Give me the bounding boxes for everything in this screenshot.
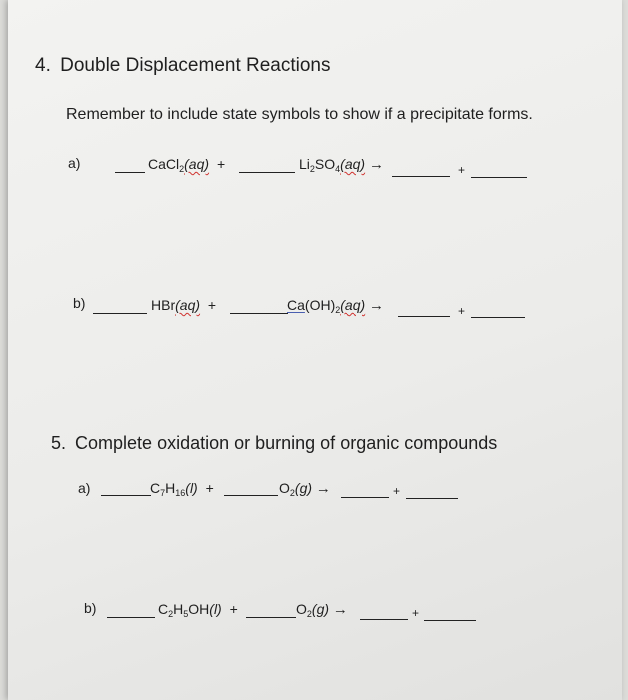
q4b-plus: + [458, 304, 466, 318]
worksheet-page [8, 0, 622, 700]
answer-blank[interactable] [471, 177, 527, 178]
reaction-arrow: → [315, 480, 331, 497]
q5a-reactant1: $C_7H_{16}(l)$ + [150, 480, 214, 498]
answer-blank[interactable] [93, 313, 147, 314]
answer-blank[interactable] [392, 176, 450, 177]
q5b-reactant1: $C_2H_5OH(l)$ + [158, 601, 238, 619]
answer-blank[interactable] [230, 313, 288, 314]
answer-blank[interactable] [224, 495, 278, 496]
answer-blank[interactable] [101, 495, 151, 496]
q4b-reactant1: HBr(aq) + [151, 297, 217, 313]
answer-blank[interactable] [246, 617, 296, 618]
answer-blank[interactable] [115, 172, 145, 173]
answer-blank[interactable] [406, 498, 458, 499]
q5a-label: a) [78, 480, 91, 496]
q4a-label: a) [68, 155, 81, 171]
q4a-plus: + [458, 163, 466, 177]
q4a-reactant1: CaCl$_2$(aq) + [148, 156, 226, 174]
answer-blank[interactable] [239, 172, 295, 173]
reaction-arrow: → [368, 156, 384, 173]
q5-title: Complete oxidation or burning of organic compounds [75, 433, 498, 453]
q4b-label: b) [73, 295, 86, 311]
q4a-reactant2: $Li_2SO_4(aq)$ → [299, 156, 384, 174]
answer-blank[interactable] [360, 619, 408, 620]
answer-blank[interactable] [398, 316, 450, 317]
q5a-reactant2: $O_2(g)$ → [279, 480, 331, 498]
q5-heading [51, 433, 497, 454]
q4-title: Double Displacement Reactions [60, 55, 331, 76]
q5-number: 5. [51, 433, 67, 453]
q4-heading [35, 55, 331, 77]
answer-blank[interactable] [107, 617, 155, 618]
answer-blank[interactable] [341, 497, 389, 498]
q4-number: 4. [35, 55, 51, 76]
q4b-reactant2: $Ca(OH)_2(aq)$ → [287, 297, 385, 315]
reaction-arrow: → [332, 601, 348, 618]
q5b-plus: + [412, 606, 420, 620]
q5a-plus: + [393, 484, 401, 498]
answer-blank[interactable] [424, 620, 476, 621]
q5b-label: b) [84, 600, 97, 616]
q4-instruction: Remember to include state symbols to show if a precipitate forms. [66, 106, 533, 123]
reaction-arrow: → [369, 297, 385, 314]
answer-blank[interactable] [471, 317, 525, 318]
q5b-reactant2: $O_2(g)$ → [296, 601, 348, 619]
